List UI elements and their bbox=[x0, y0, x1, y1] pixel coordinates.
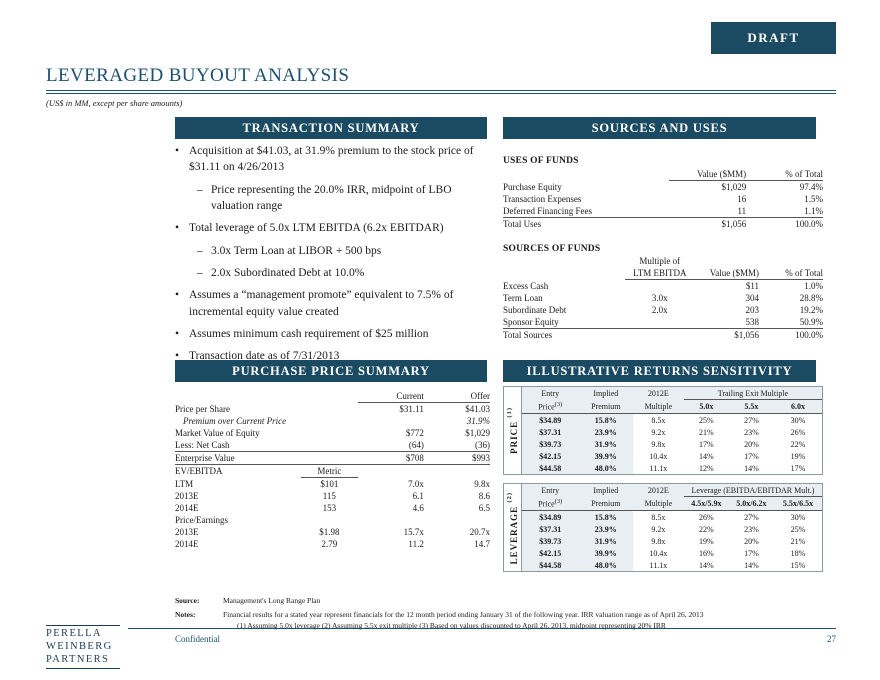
row-value: 30% bbox=[790, 512, 806, 522]
table-row bbox=[522, 426, 822, 438]
exit-mult-col-3: 6.0x bbox=[774, 400, 822, 414]
sources-of-funds-table bbox=[503, 255, 823, 341]
row-offer: 8.6 bbox=[478, 491, 490, 501]
implied-premium-header-1: Implied bbox=[593, 388, 619, 398]
bullet-item bbox=[197, 182, 493, 215]
row-value: 11 bbox=[669, 205, 746, 218]
row-multiple: 10.4x bbox=[649, 548, 668, 558]
bullet-marker: – bbox=[197, 183, 203, 196]
row-current: $708 bbox=[358, 452, 424, 465]
row-label: 2014E bbox=[175, 503, 199, 513]
row-premium: 15.8% bbox=[579, 511, 633, 524]
spacer-cell bbox=[301, 427, 358, 439]
row-value: $1,029 bbox=[721, 182, 747, 192]
total-label: Total Sources bbox=[503, 330, 553, 340]
row-offer: 14.7 bbox=[474, 539, 490, 549]
logo-rule-bottom bbox=[46, 668, 120, 669]
spacer-cell bbox=[301, 415, 358, 427]
row-current: 15.7x bbox=[403, 527, 424, 537]
table-row bbox=[175, 478, 490, 491]
spacer-cell bbox=[358, 465, 424, 478]
row-premium: 31.9% bbox=[579, 535, 633, 547]
multiple-header-2: Multiple bbox=[633, 400, 684, 414]
confidential-label: Confidential bbox=[175, 634, 220, 644]
table-subheader-row bbox=[175, 514, 490, 526]
sources-col-value: Value ($MM) bbox=[695, 267, 759, 280]
company-logo bbox=[46, 625, 120, 669]
entry-price-header-2: Price$^{(3)}$ bbox=[522, 497, 579, 511]
logo-line-2: WEINBERG bbox=[46, 640, 113, 652]
price-side-label-wrap bbox=[504, 387, 522, 474]
row-multiple: 2.0x bbox=[651, 305, 668, 315]
bullet-text: 2.0x Subordinated Debt at 10.0% bbox=[211, 266, 365, 279]
row-offer: 31.9% bbox=[466, 416, 490, 426]
sources-col-multiple-line1: Multiple of bbox=[639, 256, 681, 266]
table-row bbox=[175, 439, 490, 452]
row-entry-price: $42.15 bbox=[522, 450, 579, 462]
table-row bbox=[522, 523, 822, 535]
row-value: 20% bbox=[744, 536, 759, 546]
page-number: 27 bbox=[827, 634, 836, 644]
purchase-price-summary-block bbox=[175, 390, 490, 550]
row-pct: 28.8% bbox=[799, 293, 823, 303]
row-label: Market Value of Equity bbox=[175, 428, 260, 438]
notes-row-2 bbox=[175, 621, 835, 632]
row-multiple: 9.2x bbox=[651, 524, 666, 534]
row-offer: 9.8x bbox=[474, 478, 490, 489]
footnotes bbox=[175, 596, 835, 632]
notes-row bbox=[175, 610, 835, 621]
logo-rule-top bbox=[46, 625, 120, 626]
row-value: 17% bbox=[699, 439, 714, 449]
spacer-cell bbox=[301, 403, 358, 416]
notes-text: Financial results for a stated year represent financials for the 12 month period ending January 31 of the following year. IRR valuation range as of April 26, 2013 bbox=[223, 609, 704, 619]
spacer-cell bbox=[424, 465, 490, 478]
bullet-item bbox=[175, 348, 493, 364]
row-current: 7.0x bbox=[408, 478, 424, 489]
row-metric: 153 bbox=[322, 503, 337, 513]
table-row bbox=[522, 462, 822, 474]
row-metric: $1.98 bbox=[319, 527, 340, 537]
row-value: 19% bbox=[699, 536, 714, 546]
row-multiple: 9.2x bbox=[651, 427, 666, 437]
sources-col-label bbox=[503, 255, 625, 267]
table-row bbox=[503, 205, 823, 218]
sources-col-multiple-line2: LTM EBITDA bbox=[625, 267, 695, 280]
table-row bbox=[522, 547, 822, 559]
price-side-label-text: PRICE bbox=[508, 420, 519, 454]
table-row bbox=[503, 280, 823, 293]
pps-col-current: Current bbox=[358, 390, 424, 403]
source-text: Management's Long Range Plan bbox=[223, 596, 321, 605]
row-multiple: 3.0x bbox=[651, 293, 668, 303]
row-pct: 19.2% bbox=[799, 305, 823, 315]
bullet-text: Total leverage of 5.0x LTM EBITDA (6.2x EBITDAR) bbox=[189, 222, 444, 235]
row-value: 23% bbox=[744, 427, 759, 437]
row-value: 25% bbox=[699, 415, 714, 425]
table-row bbox=[175, 415, 490, 427]
bullet-item bbox=[175, 143, 493, 176]
bullet-marker: • bbox=[175, 145, 180, 157]
row-label: Subordinate Debt bbox=[503, 305, 567, 315]
title-divider-top bbox=[46, 90, 836, 91]
row-label: 2014E bbox=[175, 539, 199, 549]
row-label: Term Loan bbox=[503, 293, 543, 303]
table-row bbox=[522, 414, 822, 427]
row-entry-price: $34.89 bbox=[522, 414, 579, 427]
sources-col-empty bbox=[503, 267, 625, 280]
pps-col-offer: Offer bbox=[424, 390, 490, 403]
row-premium: 48.0% bbox=[579, 462, 633, 474]
transaction-summary-bullets bbox=[175, 143, 493, 371]
row-entry-price: $34.89 bbox=[522, 511, 579, 524]
row-offer: (36) bbox=[424, 439, 490, 452]
row-value: 26% bbox=[790, 427, 806, 437]
bullet-item bbox=[175, 287, 493, 320]
section-header-purchase-price-summary: PURCHASE PRICE SUMMARY bbox=[175, 360, 487, 382]
page-title: LEVERAGED BUYOUT ANALYSIS bbox=[46, 65, 350, 86]
row-value: 21% bbox=[699, 427, 714, 437]
row-multiple: 8.5x bbox=[651, 415, 666, 425]
table-row bbox=[175, 526, 490, 538]
units-note: (US$ in MM, except per share amounts) bbox=[46, 98, 183, 108]
spacer-cell bbox=[301, 439, 358, 452]
leverage-col-2: 5.0x/6.2x bbox=[729, 497, 774, 511]
bullet-item bbox=[197, 265, 493, 281]
row-value: 22% bbox=[790, 439, 806, 449]
row-current: $31.11 bbox=[399, 404, 424, 414]
multiple-header-1: 2012E bbox=[647, 388, 669, 398]
row-pct: 1.5% bbox=[804, 194, 823, 204]
table-row bbox=[522, 450, 822, 462]
row-entry-price: $42.15 bbox=[522, 547, 579, 559]
table-row bbox=[175, 538, 490, 550]
bullet-marker: • bbox=[175, 327, 180, 340]
table-header-row-1 bbox=[522, 387, 822, 400]
bullet-item bbox=[175, 326, 493, 342]
row-premium: 23.9% bbox=[579, 523, 633, 535]
table-row bbox=[522, 559, 822, 571]
section-header-transaction-summary: TRANSACTION SUMMARY bbox=[175, 117, 487, 139]
bullet-text: Assumes a “management promote” equivalent to 7.5% of incremental equity value created bbox=[189, 289, 454, 318]
uses-col-pct: % of Total bbox=[746, 168, 823, 181]
row-entry-price: $39.73 bbox=[522, 438, 579, 450]
spacer-cell bbox=[301, 452, 358, 465]
row-value: 16 bbox=[737, 194, 747, 204]
row-offer: $993 bbox=[424, 452, 490, 465]
spacer-cell bbox=[301, 514, 358, 526]
row-current: 6.1 bbox=[412, 491, 424, 501]
notes-text-2: (1) Assuming 5.0x leverage (2) Assuming 5.5x exit multiple (3) Based on values discounted to April 26, 2013, midpoint representing 20% IRR bbox=[237, 620, 666, 630]
price-earnings-label: Price/Earnings bbox=[175, 515, 228, 525]
row-metric: 115 bbox=[322, 491, 336, 501]
row-premium: 23.9% bbox=[579, 426, 633, 438]
total-multiple bbox=[625, 329, 695, 342]
row-value: 27% bbox=[744, 512, 759, 522]
table-total-row bbox=[503, 218, 823, 231]
row-premium: 39.9% bbox=[579, 450, 633, 462]
table-row bbox=[522, 438, 822, 450]
table-header-row-2 bbox=[522, 497, 822, 511]
multiple-header-2: Multiple bbox=[633, 497, 684, 511]
row-multiple: 10.4x bbox=[649, 451, 668, 461]
row-pct: 1.0% bbox=[804, 281, 823, 291]
table-header-row-2 bbox=[503, 267, 823, 280]
exit-mult-col-2: 5.5x bbox=[729, 400, 774, 414]
row-current: 4.6 bbox=[412, 503, 424, 513]
price-side-note: (1) bbox=[505, 407, 513, 418]
row-value: 27% bbox=[744, 415, 759, 425]
row-label: Price per Share bbox=[175, 403, 230, 414]
leverage-side-label-wrap bbox=[504, 484, 522, 571]
uses-of-funds-title: USES OF FUNDS bbox=[503, 156, 579, 166]
bullet-text: Acquisition at $41.03, at 31.9% premium to the stock price of $31.11 on 4/26/2013 bbox=[189, 145, 474, 174]
table-row bbox=[503, 181, 823, 194]
table-header-row-2 bbox=[522, 400, 822, 414]
entry-price-header-2: Price$^{(3)}$ bbox=[522, 400, 579, 414]
leverage-col-1: 4.5x/5.9x bbox=[684, 497, 729, 511]
sources-and-uses-block bbox=[503, 156, 823, 341]
total-value: $1,056 bbox=[721, 219, 747, 229]
bullet-marker: – bbox=[197, 244, 203, 257]
row-value: 17% bbox=[744, 451, 759, 461]
total-label: Total Uses bbox=[503, 219, 542, 229]
row-offer: 6.5 bbox=[478, 503, 490, 513]
table-row bbox=[503, 304, 823, 316]
table-row bbox=[503, 193, 823, 205]
table-header-row-1 bbox=[503, 255, 823, 267]
row-label: Less: Net Cash bbox=[175, 439, 301, 452]
row-value: 17% bbox=[790, 463, 806, 473]
bullet-marker: • bbox=[175, 289, 180, 302]
row-value: 20% bbox=[744, 439, 759, 449]
row-value: $11 bbox=[745, 281, 759, 291]
implied-premium-header-1: Implied bbox=[593, 485, 619, 495]
section-header-sources-and-uses: SOURCES AND USES bbox=[503, 117, 816, 139]
table-row bbox=[503, 316, 823, 329]
row-metric: $101 bbox=[320, 479, 339, 489]
title-divider-bottom bbox=[46, 93, 836, 94]
row-label: Transaction Expenses bbox=[503, 194, 582, 204]
table-row bbox=[175, 452, 490, 465]
entry-price-note: (3) bbox=[554, 401, 563, 408]
row-multiple bbox=[625, 316, 695, 329]
row-current: 11.2 bbox=[408, 539, 424, 549]
bullet-text: Transaction date as of 7/31/2013 bbox=[189, 350, 340, 363]
exit-mult-col-1: 5.0x bbox=[684, 400, 729, 414]
row-value: 25% bbox=[790, 524, 806, 534]
table-header-row-1 bbox=[522, 484, 822, 497]
leverage-col-3: 5.5x/6.5x bbox=[774, 497, 822, 511]
row-multiple: 8.5x bbox=[651, 512, 666, 522]
price-side-label bbox=[506, 407, 519, 454]
pps-col-label bbox=[175, 390, 301, 403]
row-premium: 15.8% bbox=[579, 414, 633, 427]
source-row bbox=[175, 596, 835, 607]
spacer-cell bbox=[358, 514, 424, 526]
row-value: 12% bbox=[699, 463, 714, 473]
price-sensitivity-table bbox=[522, 387, 822, 474]
total-value: $1,056 bbox=[734, 330, 759, 340]
source-label: Source: bbox=[175, 596, 200, 605]
row-value: 203 bbox=[745, 305, 759, 315]
row-multiple: 11.1x bbox=[649, 463, 668, 473]
row-multiple: 9.8x bbox=[651, 536, 666, 546]
uses-col-value: Value ($MM) bbox=[669, 168, 746, 181]
row-label: Deferred Financing Fees bbox=[503, 205, 669, 218]
table-row bbox=[175, 427, 490, 439]
bullet-marker: • bbox=[175, 350, 180, 363]
row-pct: 1.1% bbox=[746, 205, 823, 218]
logo-line-1: PERELLA bbox=[46, 628, 102, 639]
row-entry-price: $39.73 bbox=[522, 535, 579, 547]
leverage-sensitivity-table bbox=[522, 484, 822, 571]
returns-sensitivity-block bbox=[503, 386, 823, 572]
spacer-cell bbox=[301, 390, 358, 403]
uses-of-funds-table bbox=[503, 168, 823, 230]
total-pct: 100.0% bbox=[795, 330, 823, 340]
row-label: Purchase Equity bbox=[503, 181, 562, 192]
row-entry-price: $44.58 bbox=[522, 559, 579, 571]
bullet-marker: – bbox=[197, 266, 203, 279]
table-row bbox=[522, 511, 822, 524]
table-row bbox=[522, 535, 822, 547]
table-header-row bbox=[175, 390, 490, 403]
table-row bbox=[503, 292, 823, 304]
draft-badge: DRAFT bbox=[711, 22, 836, 54]
notes-label: Notes: bbox=[175, 609, 196, 619]
table-subheader-row bbox=[175, 465, 490, 478]
row-value: 16% bbox=[699, 548, 714, 558]
row-premium: 31.9% bbox=[579, 438, 633, 450]
leverage-side-label-text: LEVERAGE bbox=[508, 505, 519, 564]
row-value: 23% bbox=[744, 524, 759, 534]
row-offer: $41.03 bbox=[465, 404, 490, 414]
row-value: 14% bbox=[744, 560, 759, 570]
row-offer: $1,029 bbox=[465, 428, 490, 438]
row-metric: 2.79 bbox=[321, 539, 338, 549]
bullet-marker: • bbox=[175, 222, 180, 235]
row-entry-price: $37.31 bbox=[522, 426, 579, 438]
entry-price-note: (3) bbox=[554, 498, 563, 506]
bullet-item bbox=[175, 220, 493, 236]
row-label: LTM bbox=[175, 478, 194, 489]
row-pct: 97.4% bbox=[799, 182, 823, 192]
purchase-price-table bbox=[175, 390, 490, 550]
logo-line-3: PARTNERS bbox=[46, 653, 110, 665]
row-entry-price: $37.31 bbox=[522, 523, 579, 535]
row-current: $772 bbox=[405, 428, 424, 438]
row-pct: 50.9% bbox=[759, 316, 823, 329]
row-value: 304 bbox=[745, 293, 759, 303]
trailing-exit-multiple-header: Trailing Exit Multiple bbox=[684, 387, 822, 400]
row-value: 30% bbox=[790, 415, 806, 425]
multiple-header-1: 2012E bbox=[647, 485, 669, 495]
leverage-side-note: (2) bbox=[505, 491, 513, 503]
table-row bbox=[175, 403, 490, 416]
total-pct: 100.0% bbox=[795, 219, 823, 229]
sources-of-funds-title: SOURCES OF FUNDS bbox=[503, 244, 601, 254]
table-header-row bbox=[503, 168, 823, 181]
row-label: Premium over Current Price bbox=[183, 416, 287, 426]
row-label: 2013E bbox=[175, 527, 199, 537]
metric-header: Metric bbox=[301, 465, 358, 478]
row-label: Enterprise Value bbox=[175, 452, 301, 465]
row-premium: 48.0% bbox=[579, 559, 633, 571]
row-multiple bbox=[625, 280, 695, 293]
leverage-side-label bbox=[506, 492, 519, 564]
row-premium: 39.9% bbox=[579, 547, 633, 559]
bullet-text: Price representing the 20.0% IRR, midpoint of LBO valuation range bbox=[211, 183, 452, 212]
uses-col-label bbox=[503, 168, 669, 181]
leverage-sensitivity-box bbox=[503, 483, 823, 572]
leverage-group-header: Leverage (EBITDA/EBITDAR Mult.) bbox=[684, 484, 822, 497]
row-offer: 20.7x bbox=[469, 527, 490, 537]
ev-ebitda-label: EV/EBITDA bbox=[175, 466, 223, 477]
price-sensitivity-box bbox=[503, 386, 823, 475]
footer-divider bbox=[128, 628, 836, 629]
row-multiple: 11.1x bbox=[649, 560, 668, 570]
row-value: 22% bbox=[699, 524, 714, 534]
spacer-cell bbox=[759, 255, 823, 267]
implied-premium-header-2: Premium bbox=[579, 497, 633, 511]
row-current: (64) bbox=[358, 439, 424, 452]
table-total-row bbox=[503, 329, 823, 342]
row-current bbox=[358, 415, 424, 427]
row-value: 15% bbox=[790, 560, 806, 570]
row-multiple: 9.8x bbox=[651, 439, 666, 449]
row-label: Sponsor Equity bbox=[503, 316, 625, 329]
spacer-cell bbox=[695, 255, 759, 267]
row-value: 14% bbox=[699, 451, 714, 461]
spacer-cell bbox=[424, 514, 490, 526]
table-row bbox=[175, 502, 490, 514]
row-value: 21% bbox=[790, 536, 806, 546]
section-header-returns-sensitivity: ILLUSTRATIVE RETURNS SENSITIVITY bbox=[503, 360, 816, 382]
row-entry-price: $44.58 bbox=[522, 462, 579, 474]
entry-price-header-1: Entry bbox=[541, 485, 560, 495]
row-value: 19% bbox=[790, 451, 806, 461]
table-row bbox=[175, 490, 490, 502]
bullet-item bbox=[197, 243, 493, 259]
entry-price-header-1: Entry bbox=[541, 388, 560, 398]
implied-premium-header-2: Premium bbox=[579, 400, 633, 414]
sources-col-pct: % of Total bbox=[759, 267, 823, 280]
notes-label-empty bbox=[175, 621, 223, 632]
row-value: 17% bbox=[744, 548, 759, 558]
bullet-text: 3.0x Term Loan at LIBOR + 500 bps bbox=[211, 244, 382, 257]
bullet-text: Assumes minimum cash requirement of $25 million bbox=[189, 327, 429, 340]
row-label: 2013E bbox=[175, 491, 199, 501]
row-label: Excess Cash bbox=[503, 280, 549, 291]
row-value: 26% bbox=[699, 512, 714, 522]
row-value: 18% bbox=[790, 548, 806, 558]
row-value: 538 bbox=[695, 316, 759, 329]
row-value: 14% bbox=[744, 463, 759, 473]
row-value: 14% bbox=[699, 560, 714, 570]
